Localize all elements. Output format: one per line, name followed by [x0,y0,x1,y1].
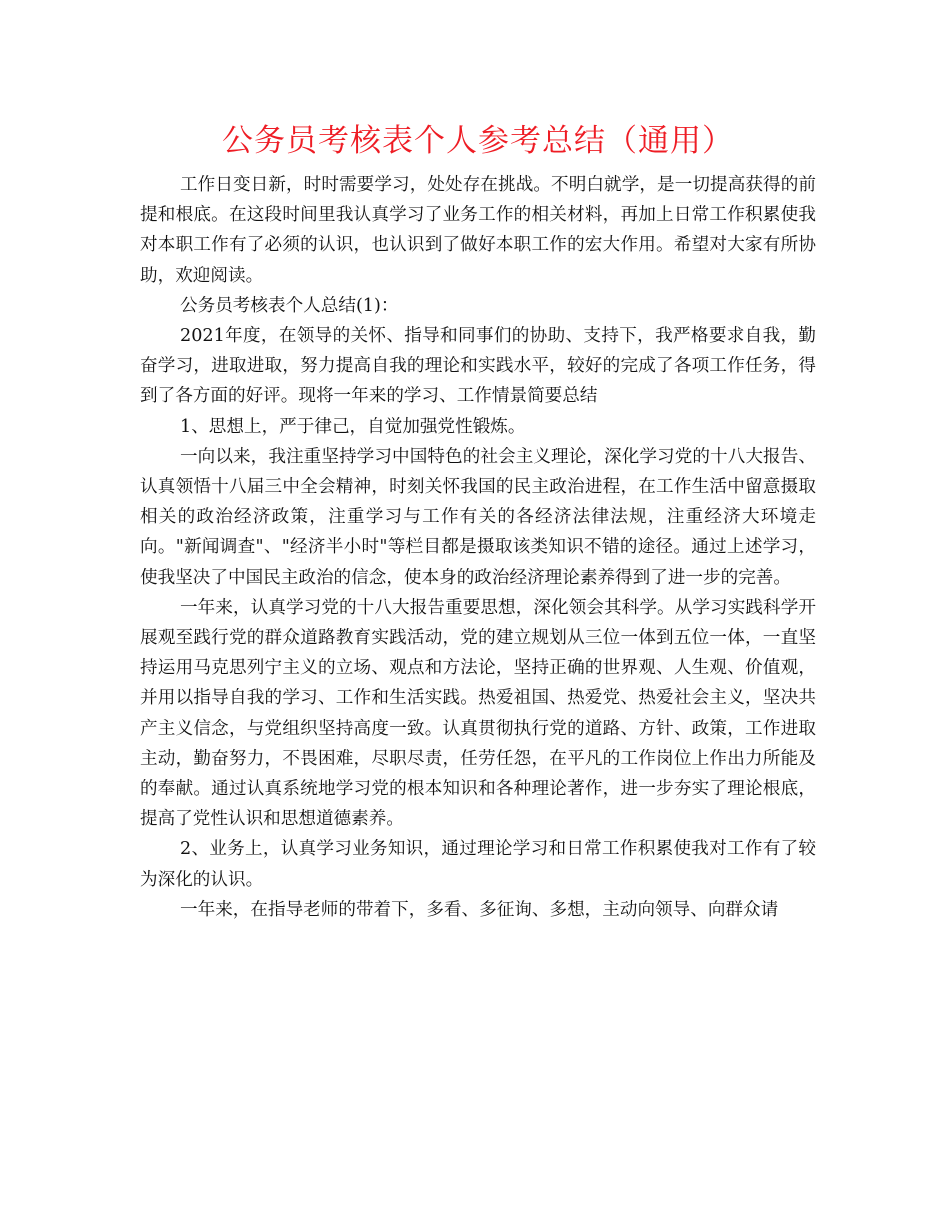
document-title: 公务员考核表个人参考总结（通用） [222,123,734,159]
document-page [140,118,816,925]
paragraph-political-study: 一向以来，我注重坚持学习中国特色的社会主义理论，深化学习党的十八大报告、认真领悟十八届三中全会精神，时刻关怀我国的民主政治进程，在工作生活中留意摄取相关的政治经济政策，注重学习与工作有关的各经济法律法规，注重经济大环境走向。"新闻调查"、"经济半小时"等栏目都是摄取该类知识不错的途径。通过上述学习，使我坚决了中国民主政治的信念，使本身的政治经济理论素养得到了进一步的完善。 [140,446,816,588]
paragraph-work-learning: 一年来，在指导老师的带着下，多看、多征询、多想，主动向领导、向群众请 [180,899,779,920]
paragraph-annual-overview: 2021年度，在领导的关怀、指导和同事们的协助、支持下，我严格要求自我，勤奋学习，进取进取，努力提高自我的理论和实践水平，较好的完成了各项工作任务，得到了各方面的好评。现将一年来的学习、工作情景简要总结 [140,326,816,407]
paragraph-intro: 工作日变日新，时时需要学习，处处存在挑战。不明白就学，是一切提高获得的前提和根底。在这段时间里我认真学习了业务工作的相关材料，再加上日常工作积累使我对本职工作有了必须的认识，也认识到了做好本职工作的宏大作用。希望对大家有所协助，欢迎阅读。 [140,175,816,286]
paragraph-point-1-heading: 1、思想上，严于律己，自觉加强党性锻炼。 [180,416,526,437]
paragraph-section-heading: 公务员考核表个人总结(1)： [180,295,399,316]
paragraph-point-2-heading: 2、业务上，认真学习业务知识，通过理论学习和日常工作积累使我对工作有了较为深化的认识。 [140,839,816,890]
paragraph-party-study: 一年来，认真学习党的十八大报告重要思想，深化领会其科学。从学习实践科学开展观至践行党的群众道路教育实践活动，党的建立规划从三位一体到五位一体，一直坚持运用马克思列宁主义的立场、观点和方法论，坚持正确的世界观、人生观、价值观，并用以指导自我的学习、工作和生活实践。热爱祖国、热爱党、热爱社会主义，坚决共产主义信念，与党组织坚持高度一致。认真贯彻执行党的道路、方针、政策，工作进取主动，勤奋努力，不畏困难，尽职尽责，任劳任怨，在平凡的工作岗位上作出力所能及的奉献。通过认真系统地学习党的根本知识和各种理论著作，进一步夯实了理论根底，提高了党性认识和思想道德素养。 [140,597,816,830]
